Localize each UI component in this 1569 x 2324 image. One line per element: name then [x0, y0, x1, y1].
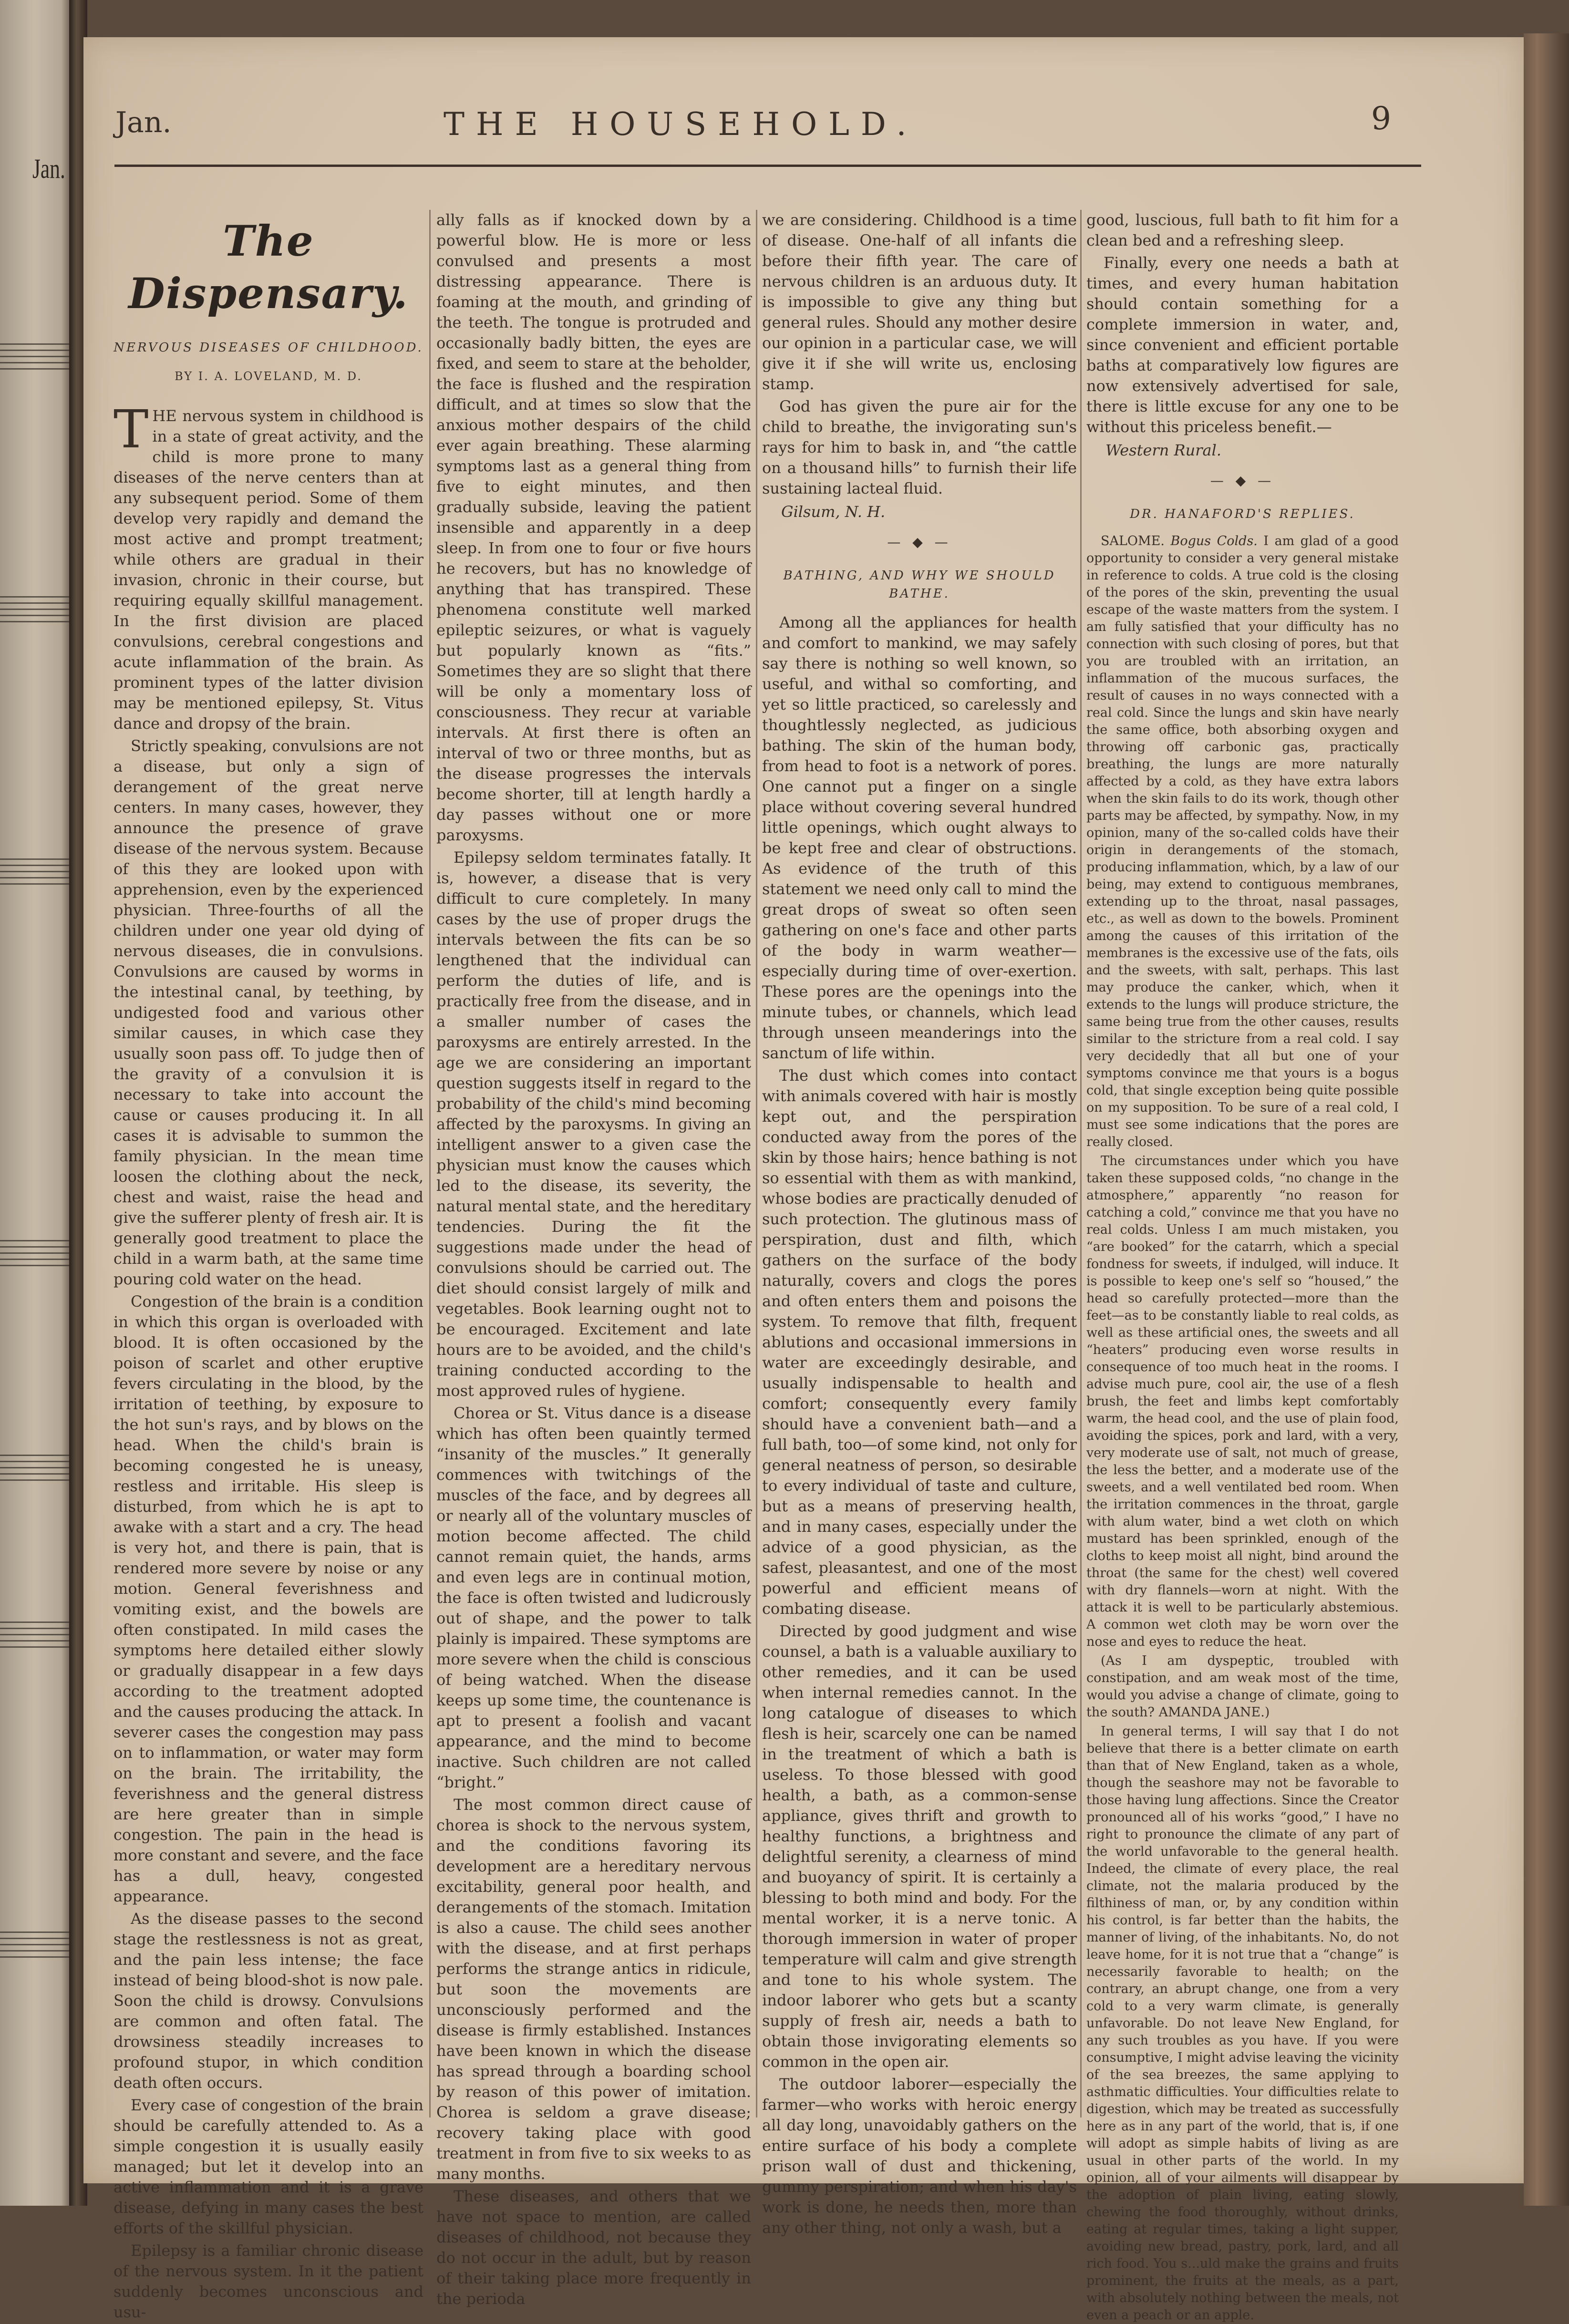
paragraph: The most common direct cause of chorea is shock to the nervous system, and the conditions favoring its development are a hereditary nervous excitability, general poor health, and derangements of the stomach. Imitation is also a cause. The child sees another with the disease, and at first perhaps performs the strange antics in ridicule, but soon the movements are unconsciously performed and the disease is firmly established. Instances have been known in which the disease has spread through a boarding school by reason of this power of imitation. Chorea is seldom a grave disease; recovery taking place with good treatment in from five to six weeks to as many months.	[436, 1796, 751, 2183]
replies-section	[1086, 533, 1399, 2324]
column-3	[762, 210, 1077, 2237]
music-staff	[0, 858, 72, 885]
left-page-fragment	[0, 0, 76, 2206]
paragraph: The outdoor laborer—especially the farmer—who works with heroic energy all day long, unavoidably gathers on the entire surface of his body a complete prison wall of dust and thickening, gummy perspiration; and when his day's work is done, he needs then, more than any other thing, not only a wash, but a	[762, 2075, 1077, 2237]
header-rule	[114, 165, 1421, 167]
header-title: THE HOUSEHOLD.	[444, 106, 918, 143]
paragraph: THE nervous system in childhood is in a state of great activity, and the child is more prone to many diseases of the nerve centers than at any subsequent period. Some of them develop very rapidly and demand the most active and prompt treatment; while others are gradual in their invasion, chronic in their course, but requiring equally skillful management. In the first division are placed convulsions, cerebral congestions and acute inflammation of the brain. As prominent types of the latter division may be mentioned epilepsy, St. Vitus dance and dropsy of the brain.	[114, 399, 423, 733]
article-title: NERVOUS DISEASES OF CHILDHOOD.	[114, 341, 423, 355]
reply-topic: Bogus Colds.	[1170, 534, 1258, 548]
column-4	[1086, 210, 1399, 2323]
paragraph: Congestion of the brain is a condition in which this organ is overloaded with blood. It is often occasioned by the poison of scarlet and other eruptive fevers circulating in the blood, by the irritation of teething, by exposure to the hot sun's rays, and by blows on the head. When the child's brain is becoming congested he is uneasy, restless and irritable. His sleep is disturbed, from which he is apt to awake with a start and a cry. The head is very hot, and there is pain, that is rendered more severe by noise or any motion. General feverishness and vomiting exist, and the bowels are often constipated. In mild cases the symptoms here detailed either slowly or gradually disappear in a few days according to the treatment adopted and the causes producing the attack. In severer cases the congestion may pass on to inflammation, or water may form on the brain. The irritability, the feverishness and the general distress are here greater than in simple congestion. The pain in the head is more constant and severe, and the face has a dull, heavy, congested appearance.	[114, 1292, 423, 1905]
column-divider	[756, 210, 757, 2117]
paragraph: God has given the pure air for the child to breathe, the invigorating sun's rays for him to bask in, and “the cattle on a thousand hills” to furnish their life sustaining lacteal fluid.	[762, 397, 1077, 497]
left-page-month: Jan.	[32, 153, 65, 184]
signature: Gilsum, N. H.	[781, 503, 886, 521]
music-staff	[0, 1455, 72, 1481]
paragraph: Chorea or St. Vitus dance is a disease which has often been quaintly termed “insanity of the muscles.” It generally commences with twitchings of the muscles of the face, and by degrees all or nearly all of the voluntary muscles of motion become affected. The child cannot remain quiet, the hands, arms and even legs are in continual motion, the face is often twisted and ludicrously out of shape, and the power to talk plainly is impaired. These symptoms are more severe when the child is conscious of being watched. When the disease keeps up some time, the countenance is apt to present a foolish and vacant appearance, and the mind to become inactive. Such children are not called “bright.”	[436, 1404, 751, 1791]
paragraph: Epilepsy seldom terminates fatally. It is, however, a disease that is very difficult to cure completely. In many cases by the use of proper drugs the intervals between the fits can be so lengthened that the individual can perform the duties of life, and is practically free from the disease, and in a smaller number of cases the paroxysms are entirely arrested. In the age we are considering an important question suggests itself in regard to the probability of the child's mind becoming affected by the paroxysms. In giving an intelligent answer to a given case the physician must know the causes which led to the disease, its severity, the natural mental state, and the hereditary tendencies. During the fit the suggestions made under the head of convulsions should be carried out. The diet should consist largely of milk and vegetables. Book learning ought not to be encouraged. Excitement and late hours are to be avoided, and the child's training conducted according to the most approved rules of hygiene.	[436, 848, 751, 1400]
paragraph: Every case of congestion of the brain should be carefully attended to. As a simple congestion it is usually easily managed; but let it develop into an active inflammation and it is a grave disease, defying in many cases the best efforts of the skillful physician.	[114, 2096, 423, 2237]
page-header	[48, 100, 1421, 158]
music-staff	[0, 1240, 72, 1267]
music-staff	[0, 343, 72, 370]
reply-paragraph: In general terms, I will say that I do not believe that there is a better climate on earth than that of New England, taken as a whole, though the seashore may not be favorable to those having lung affections. Since the Creator pronounced all of his works “good,” I have no right to pronounce the climate of any part of the world unfavorable to the general health. Indeed, the climate of every place, the real climate, not the malaria produced by the filthiness of man, or, by any condition within his control, is far better than the habits, the manner of living, of the inhabitants. No, do not leave home, for it is not true that a “change” is necessarily favorable to health; on the contrary, an abrupt change, one from a very cold to a very warm climate, is generally unfavorable. Do not leave New England, for any such troubles as you have. If you were consumptive, I might advise leaving the vicinity of the sea breezes, the same applying to asthmatic difficulties. Your difficulties relate to digestion, which may be treated as successfully here as in any part of the world, that is, if one will adopt as simple habits of living as are usual in other parts of the world. In my opinion, all of your ailments will disappear by the adoption of plain living, eating slowly, chewing the food thoroughly, without drinks, eating at regular times, taking a light supper, avoiding new bread, pastry, pork, lard, and all rich food. You s...uld make the grains and fruits prominent, the fruits at the meals, as a part, with absolutely nothing between the meals, not even a peach or an apple.	[1086, 1724, 1399, 2323]
signature: Western Rural.	[1105, 441, 1221, 459]
paragraph: Directed by good judgment and wise counsel, a bath is a valuable auxiliary to other remedies, and it can be used when internal remedies cannot. In the long catalogue of diseases to which flesh is heir, scarcely one can be named in the treatment of which a bath is useless. To those blessed with good health, a bath, as a common-sense appliance, gives thrift and growth to healthy functions, a brightness and delightful serenity, a clearness of mind and buoyancy of spirit. It is certainly a blessing to both mind and body. For the mental worker, it is a nerve tonic. A thorough immersion in water of proper temperature will calm and give strength and tone to his whole system. The indoor laborer who gets but a scanty supply of fresh air, needs a bath to obtain those invigorating elements so common in the open air.	[762, 1622, 1077, 2071]
page-edge	[1524, 33, 1569, 2206]
paragraph: Strictly speaking, convulsions are not a disease, but only a sign of derangement of the great nerve centers. In many cases, however, they announce the presence of grave disease of the nervous system. Because of this they are looked upon with apprehension, even by the experienced physician. Three-fourths of all the children under one year old dying of nervous diseases, die in convulsions. Convulsions are caused by worms in the intestinal canal, by teething, by undigested food and various other similar causes, in which case they usually soon pass off. To judge then of the gravity of a convulsion it is necessary to take into account the cause or causes producing it. In all cases it is advisable to summon the family physician. In the mean time loosen the clothing about the neck, chest and waist, raise the head and give the sufferer plenty of fresh air. It is generally good treatment to place the child in a warm bath, at the same time pouring cold water on the head.	[114, 737, 423, 1288]
paragraph: The dust which comes into contact with animals covered with hair is mostly kept out, and the perspiration conducted away from the pores of the skin by those hairs; hence bathing is not so essential with them as with mankind, whose bodies are practically denuded of such protection. The glutinous mass of perspiration, dust and filth, which gathers on the surface of the body naturally, covers and clogs the pores and often enters them and poisons the system. To remove that filth, frequent ablutions and occasional immersions in water are exceedingly desirable, and usually indispensable to health and comfort; consequently every family should have a convenient bath—and a full bath, too—of some kind, not only for general neatness of person, so desirable to every individual of taste and culture, but as a means of preserving health, and in many cases, especially under the advice of a good physician, as the safest, pleasantest, and one of the most powerful and efficient means of combating disease.	[762, 1066, 1077, 1618]
byline: BY I. A. LOVELAND, M. D.	[175, 370, 362, 383]
paragraph: Epilepsy is a familiar chronic disease of the nervous system. In it the patient suddenly becomes unconscious and usu-	[114, 2241, 423, 2321]
column-1	[114, 210, 423, 2321]
ornament-divider: — ◆ —	[1210, 473, 1275, 488]
column-divider	[429, 210, 431, 2117]
ornament-divider: — ◆ —	[887, 534, 952, 550]
reply-paragraph: The circumstances under which you have taken these supposed colds, “no change in the atmosphere,” apparently “no reason for catching a cold,” convince me that you have no real colds. Unless I am much mistaken, you “are booked” for the catarrh, which a special fondness for sweets, if indulged, will induce. It is possible to keep one's self so “housed,” the head so carefully protected—more than the feet—as to be constantly liable to real colds, as well as these artificial ones, the sweets and all “heaters” producing even worse results in consequence of too much heat in the rooms. I advise much pure, cool air, the use of a flesh brush, the feet and limbs kept comfortably warm, the head cool, and the use of plain food, avoiding the spices, pork and lard, with a very, very moderate use of salt, not much of grease, the less the better, and a moderate use of the sweets, and a well ventilated bed room. When the irritation commences in the throat, gargle with alum water, bind a wet cloth on which mustard has been sprinkled, enough of the cloths to keep moist all night, bind around the throat (the same for the chest) well covered with dry flannels—worn at night. With the attack it is well to be particularly abstemious. A common wet cloth may be worn over the nose and eyes to reduce the heat.	[1086, 1154, 1399, 1649]
paragraph: Among all the appliances for health and comfort to mankind, we may safely say there is nothing so well known, so useful, and withal so comforting, and yet so little practiced, so carelessly and thoughtlessly neglected, as judicious bathing. The skin of the human body, from head to foot is a network of pores. One cannot put a finger on a single place without covering several hundred little openings, which ought always to be kept free and clear of obstructions. As evidence of the truth of this statement we need only call to mind the great drops of sweat so often seen gathering on one's face and other parts of the body in warm weather—especially during time of over-exertion. These pores are the openings into the minute tubes, or channels, which lead through unseen meanderings into the sanctum of life within.	[762, 613, 1077, 1062]
reply-paragraph: SALOME. Bogus Colds. I am glad of a good opportunity to consider a very general mistake in reference to colds. A true cold is the closing of the pores of the skin, preventing the usual escape of the waste matters from the system. I am fully satisfied that your difficulty has no connection with such closing of pores, but that you are troubled with an irritation, an inflammation of the mucous surfaces, the result of causes in no ways connected with a real cold. Since the lungs and skin have nearly the same office, both absorbing oxygen and throwing off carbonic gas, practically breathing, the lungs are more naturally affected by a cold, as they have extra labors when the skin fails to do its work, though other parts may be affected, by sympathy. Now, in my opinion, many of the so-called colds have their origin in derangements of the stomach, producing inflammation, which, by a law of our being, may extend to contiguous membranes, extending up to the throat, nasal passages, etc., as well as down to the bowels. Prominent among the causes of this irritation of the membranes is the excessive use of the fats, oils and the sweets, with salt, perhaps. This last may produce the canker, which, when it extends to the lungs will produce stricture, the same being true from the other causes, results similar to the stricture from a real cold. I say very decidedly that all but one of your symptoms convince me that yours is a bogus cold, that single exception being quite possible on my supposition. To be sure of a real cold, I must see some indications that the pores are really closed.	[1086, 534, 1399, 1149]
paragraph: These diseases, and others that we have not space to mention, are called diseases of childhood, not because they do not occur in the adult, but by reason of their taking place more frequently in the perioda	[436, 2187, 751, 2308]
paragraph: we are considering. Childhood is a time of disease. One-half of all infants die before their fifth year. The care of nervous children is an arduous duty. It is impossible to give any thing but general rules. Should any mother desire our opinion in a particular case, we will give it if she will write us, enclosing stamp.	[762, 211, 1077, 393]
page-number: 9	[1371, 100, 1391, 137]
paragraph: ally falls as if knocked down by a powerful blow. He is more or less convulsed and presents a most distressing appearance. There is foaming at the mouth, and grinding of the teeth. The tongue is protruded and occasionally badly bitten, the eyes are fixed, and seem to stare at the beholder, the face is flushed and the respiration difficult, and at times so slow that the anxious mother despairs of the child ever again breathing. These alarming symptoms last as a general thing from five to eight minutes, and then gradually subside, leaving the patient insensible and apparently in a deep sleep. In from one to four or five hours he recovers, but has no knowledge of anything that has transpired. These phenomena constitute well marked epileptic seizures, or what is vaguely but popularly known as “fits.” Sometimes they are so slight that there will be only a momentary loss of consciousness. They recur at variable intervals. At first there is often an interval of two or three months, but as the disease progresses the intervals become shorter, till at length hardly a day passes without one or more paroxysms.	[436, 211, 751, 844]
section-title: The Dispensary.	[128, 216, 409, 318]
music-staff	[0, 1622, 72, 1648]
article-title: BATHING, AND WHY WE SHOULD BATHE.	[783, 568, 1056, 601]
reply-name: SALOME.	[1101, 534, 1165, 548]
music-staff	[0, 596, 72, 623]
drop-cap: T	[114, 399, 149, 460]
question-paragraph: (As I am dyspeptic, troubled with constipation, and am weak most of the time, would you advise a change of climate, going to the south? AMANDA JANE.)	[1086, 1653, 1399, 1720]
paragraph: good, luscious, full bath to fit him for a clean bed and a refreshing sleep.	[1086, 211, 1399, 249]
music-staff	[0, 1932, 72, 1958]
paragraph: Finally, every one needs a bath at times, and every human habitation should contain something for a complete immersion in water, and, since convenient and efficient portable baths at comparatively low figures are now extensively advertised for sale, there is little excuse for any one to be without this priceless benefit.—	[1086, 254, 1399, 436]
column-divider	[1080, 210, 1082, 2117]
article-title: DR. HANAFORD'S REPLIES.	[1130, 507, 1355, 521]
column-2	[436, 210, 751, 2308]
header-month: Jan.	[115, 106, 172, 139]
paragraph: As the disease passes to the second stage the restlessness is not as great, and the pain less intense; the face instead of being blood-shot is now pale. Soon the child is drowsy. Convulsions are common and often fatal. The drowsiness steadily increases to profound stupor, in which condition death often occurs.	[114, 1910, 423, 2092]
question-name: AMANDA JANE.)	[1158, 1705, 1270, 1720]
